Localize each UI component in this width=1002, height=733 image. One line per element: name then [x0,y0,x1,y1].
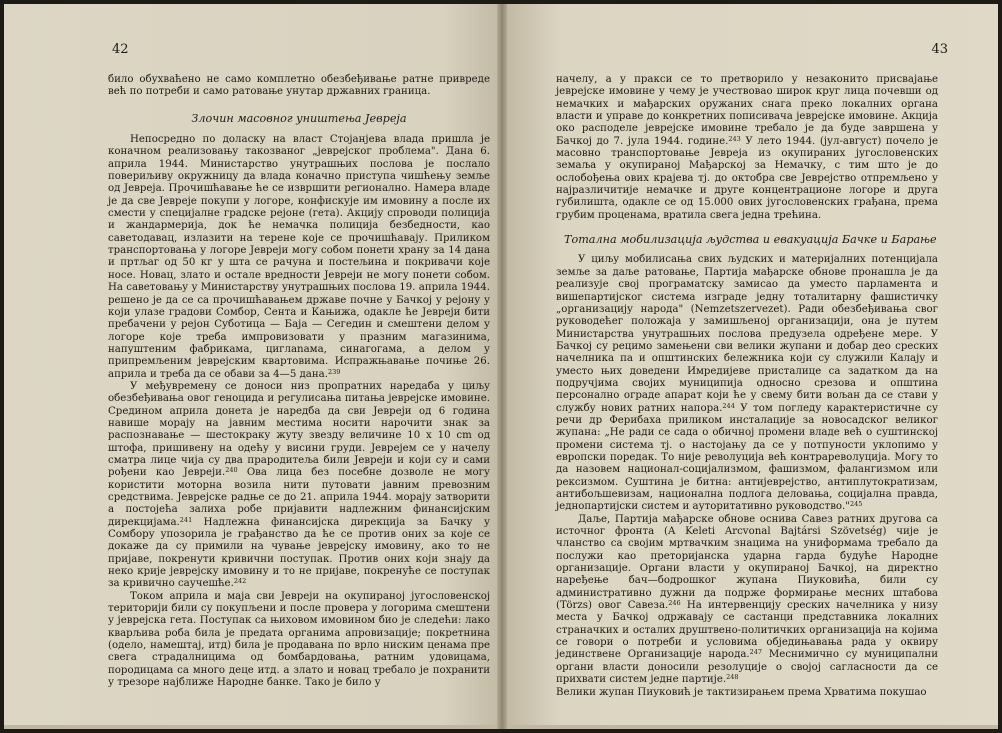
section-heading: Тотална мобилизација људства и евакуација Бачке и Барање [564,233,937,247]
left-page [4,4,501,729]
paragraph: Велики жупан Пиуковић је тактизирањем према Хрватима покушао [556,686,927,698]
footnote-ref: 243 [728,134,741,143]
paragraph: Током априла и маја сви Јевреји на окупираној југословенској територији били су покупљени и после провера у логорима смештени у јеврејска гета. Поступак са њиховом имовином био је следећи: лако кварљива роба била је предата органима апровизације; покретнина (одело, намештај, итд) била је продавана по врло ниским ценама пре свега страдалницима од бомбардовања, ратним удовицама, породицама са много деце итд. а злато и новац требало је похранити у трезоре најближе Народне банке. Тако је било у [108,590,490,689]
paragraph: било обухваћено не само комплетно обезбеђивање ратне привреде већ по потреби и само ратовање унутар државних граница. [108,74,490,98]
paragraph: начелу, а у пракси се то претворило у незаконито присвајање јеврејске имовине у чему је учествовао широк круг лица почевши од немачких и мађарских оружаних снага преко локалних органа власти и управе до конкретних пописивача јеврејске имовине. Акција око расподеле јеврејске имовине требало је да буде завршена у Бачкој до 7. јула 1944. године.$^{243}$ У лето 1944. (јул-август) почело је масовно транспортовање Јевреја из окупираних југословенских земаља у окупираној Мађарској за Немачку, с тим што је до ослобођења ових крајева тј. до октобра све Јеврејство отпремљено у најразличитије немачке и друге концентрационе логоре и друга губилишта, одакле се од 15.000 ових југословенских грађана, према грубим проценама, вратила свега једна трећина. [556,74,938,221]
footnote-ref: 242 [233,577,247,586]
book-gutter [497,4,507,729]
section-heading: Злочин масовног уништења Јевреја [191,111,407,125]
footnote-ref: 245 [850,500,863,509]
page-text [108,74,490,690]
book-spread [4,4,998,729]
paragraph: У међувремену се доноси низ пропратних наредаба у циљу обезбеђивања овог геноцида и регулисања питања јеврејске имовине. Средином априла донета је наредба да сви Јевреји од 6 година навише морају на јавним местима носити нарочити знак за распознавање — шестокраку жуту звезду величине 10 x 10 cm од штофа, пришивену на одећу у висини груди. Јеврејем се у начелу сматра лице чија су два прародитеља били Јевреји и који су и сами рођени као Јевреји.$^{240}$ Ова лица без посебне дозволе не могу користити моторна возила нити путовати јавним превозним средствима. Јеврејске радње се до 21. априла 1944. морају затворити а постојећа залиха робе пријавити надлежним финансијским дирекцијама.$^{241}$ Надлежна финансијска дирекција за Бачку у Сомбору упозорила је грађанство да ће се против оних за које се докаже да су примили на чување јеврејску имовину, ако то не пријаве, покренути кривични поступак. Против оних који знају да неко крије јеврејску имовину и то не пријаве, покренуће се поступак за кривично саучешће.$^{242}$ [108,380,490,590]
paragraph: Непосредно по доласку на власт Стојанјева влада пришла је коначном реализовању такозваног „јеврејског проблема". Дана 6. априла 1944. Министарство унутрашњих послова је послало повериљиву окружницу да влада коначно приступа чишћењу земље од Јевреја. Прочишћавање ће се извршити регионално. Намера владе је да све Јевреје покупи у логоре, конфискује им имовину а после их смести у специјалне градске рејоне (гета). Акцију спроводи полиција и жандармерија, док ће немачка полиција безбедности, као саветодавац, излазити на терене које се прочишћавају. Приликом транспортовања у логоре Јевреји могу собом понети храну за 14 дана и пртљаг од 50 кг у шта се рачуна и постељина и покривачи које носе. Новац, злато и остале вредности Јевреји не могу понети собом. На саветовању у Министарству унутрашњих послова 19. априла 1944. решено је да се са прочишћавањем државе почне у Бачкој у рејону у који улазе градови Сомбор, Сента и Кањижа, одакле ће Јевреји бити пребачени у рејон Суботица — Баја — Сегедин и смештени делом у логоре које треба импровизовати у празним магазинима, напуштеним фабрикама, циглanaма, синагогама, а делом у припремљеним јеврејским квартовима. Испражњавање почиње 26. априла и треба да се обави за 4—5 дана.$^{239}$ [108,134,490,380]
footnote-ref: 240 [225,466,238,475]
footnote-ref: 239 [328,367,341,376]
page-edge [4,725,501,729]
paragraph: У циљу мобилисања свих људских и материјалних потенцијала земље за даље ратовање, Партија мађарске обнове пронашла је да реализује свој програматску замисао да уместо парламента и вишепартијског система изграде једну тоталитарну фашистичку „организацију народа" (Nemzetszervezet). Ради обезбеђивања свог руководећег положаја у замишљеној организацији, она је путем Министарства унутрашњих послова предузела одређене мере. У Бачкој су рецимо замењени сви велики жупани и добар део среских начелника па и општинских бележника који су служили Калају и уместо њих доведени Имредијеве присталице са задатком да на подручјима својих муниципија односно срезова и општина персонално ограде апарат који ће у свему бити вољан да се стави у службу нових ратних напора.$^{244}$ У том погледу карактеристичне су речи др Ферибаха приликом инсталације за новосадског великог жупана: „Не ради се сада о обичној промени владе већ о суштинској промени система тј. о настојању да се у потпуности уклопимо у европски поредак. То није револуција већ контрареволуција. Могу то да назовем национал-социјализмом, фашизмом, фалангизмом или рексизмом. Суштина је битна: антијеврејство, антиплутократизам, антибољшевизам, национална подлога деловања, социјална правда, једнопартијски систем и ауторитативно руководство."$^{245}$ [556,254,938,513]
page-number: 43 [931,42,948,57]
footnote-ref: 241 [179,515,193,524]
page-text [556,74,938,699]
page-number: 42 [112,42,129,57]
page-edge [501,725,998,729]
footnote-ref: 248 [726,673,739,682]
footnote-ref: 244 [722,401,735,410]
right-page [501,4,998,729]
footnote-ref: 246 [668,599,681,608]
paragraph: Даље, Партија мађарске обнове оснива Савез ратних другова са источног фронта (A Keleti Arcvonal Bajtársi Szövetség) чије је чланство са својим мртвачким знацима на униформама требало да послужи као преторијанска ударна гарда будуће Народне организације. Органи власти у окупираној Бачкој, на директно наређење бач—бодрошког жупана Пиуковића, били су административно дужни да подрже формирање месних штабова (Törzs) овог Савеза.$^{246}$ На интервенцију среских начелника у низу места у Бачкој одржавају се састанци представника локалних страначких и осталих друштвено-политичких организација на којима се говори о потреби и условима обједињавања рада у оквиру јединствене Организације народа.$^{247}$ Меснимично су муниципални органи власти доносили резолуције о својој сагласности да се прихвати систем једне партије.$^{248}$ [556,513,938,686]
footnote-ref: 247 [749,648,763,657]
